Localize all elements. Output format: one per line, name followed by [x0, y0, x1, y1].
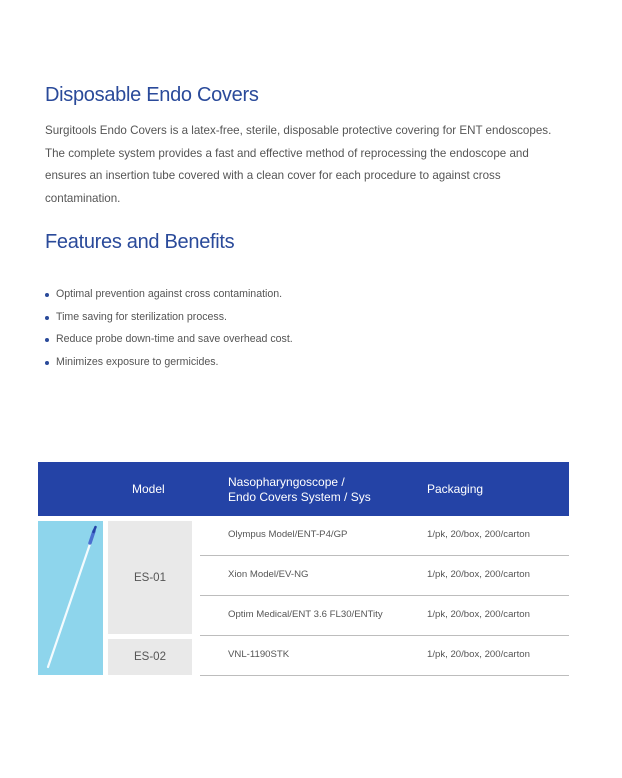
table-row	[200, 515, 569, 556]
table-header	[38, 462, 569, 516]
column-header-scope-line: Endo Covers System / Sys	[228, 490, 371, 504]
packaging-cell: 1/pk, 20/box, 200/carton	[427, 529, 530, 540]
features-heading: Features and Benefits	[45, 231, 235, 253]
column-header-scope-line: Nasopharyngoscope /	[228, 475, 345, 489]
scope-cell: Xion Model/EV-NG	[228, 569, 309, 580]
model-cell: ES-01	[108, 521, 192, 634]
feature-item	[45, 306, 293, 329]
bullet-icon	[45, 293, 49, 297]
feature-text: Minimizes exposure to germicides.	[56, 355, 219, 368]
feature-text: Time saving for sterilization process.	[56, 310, 227, 323]
feature-item	[45, 328, 293, 351]
table-row	[200, 635, 569, 676]
scope-cell: Olympus Model/ENT-P4/GP	[228, 529, 348, 540]
bullet-icon	[45, 338, 49, 342]
scope-cell: Optim Medical/ENT 3.6 FL30/ENTity	[228, 609, 383, 620]
product-image	[38, 521, 103, 675]
feature-item	[45, 283, 293, 306]
features-list	[45, 283, 293, 373]
page-title: Disposable Endo Covers	[45, 84, 259, 106]
column-header-model: Model	[132, 482, 165, 496]
packaging-cell: 1/pk, 20/box, 200/carton	[427, 609, 530, 620]
model-cell: ES-02	[108, 639, 192, 675]
scope-cell: VNL-1190STK	[228, 649, 290, 660]
packaging-cell: 1/pk, 20/box, 200/carton	[427, 649, 530, 660]
intro-paragraph	[45, 120, 555, 210]
feature-text: Reduce probe down-time and save overhead cost.	[56, 333, 293, 346]
intro-line: Surgitools Endo Covers is a latex-free, sterile, disposable protective covering for ENT endoscopes.	[45, 124, 552, 137]
intro-line: The complete system provides a fast and effective method of reprocessing the endoscope and	[45, 146, 529, 160]
packaging-cell: 1/pk, 20/box, 200/carton	[427, 569, 530, 580]
column-header-scope	[228, 475, 371, 505]
feature-text: Optimal prevention against cross contamination.	[56, 288, 283, 300]
table-row	[200, 595, 569, 636]
feature-item	[45, 351, 293, 374]
bullet-icon	[45, 361, 49, 365]
table-row	[200, 555, 569, 596]
bullet-icon	[45, 316, 49, 320]
intro-line: contamination.	[45, 191, 121, 205]
intro-line: ensures an insertion tube covered with a clean cover for each procedure to against cross	[45, 169, 501, 183]
endo-cover-icon	[38, 521, 103, 675]
column-header-packaging: Packaging	[427, 482, 484, 496]
